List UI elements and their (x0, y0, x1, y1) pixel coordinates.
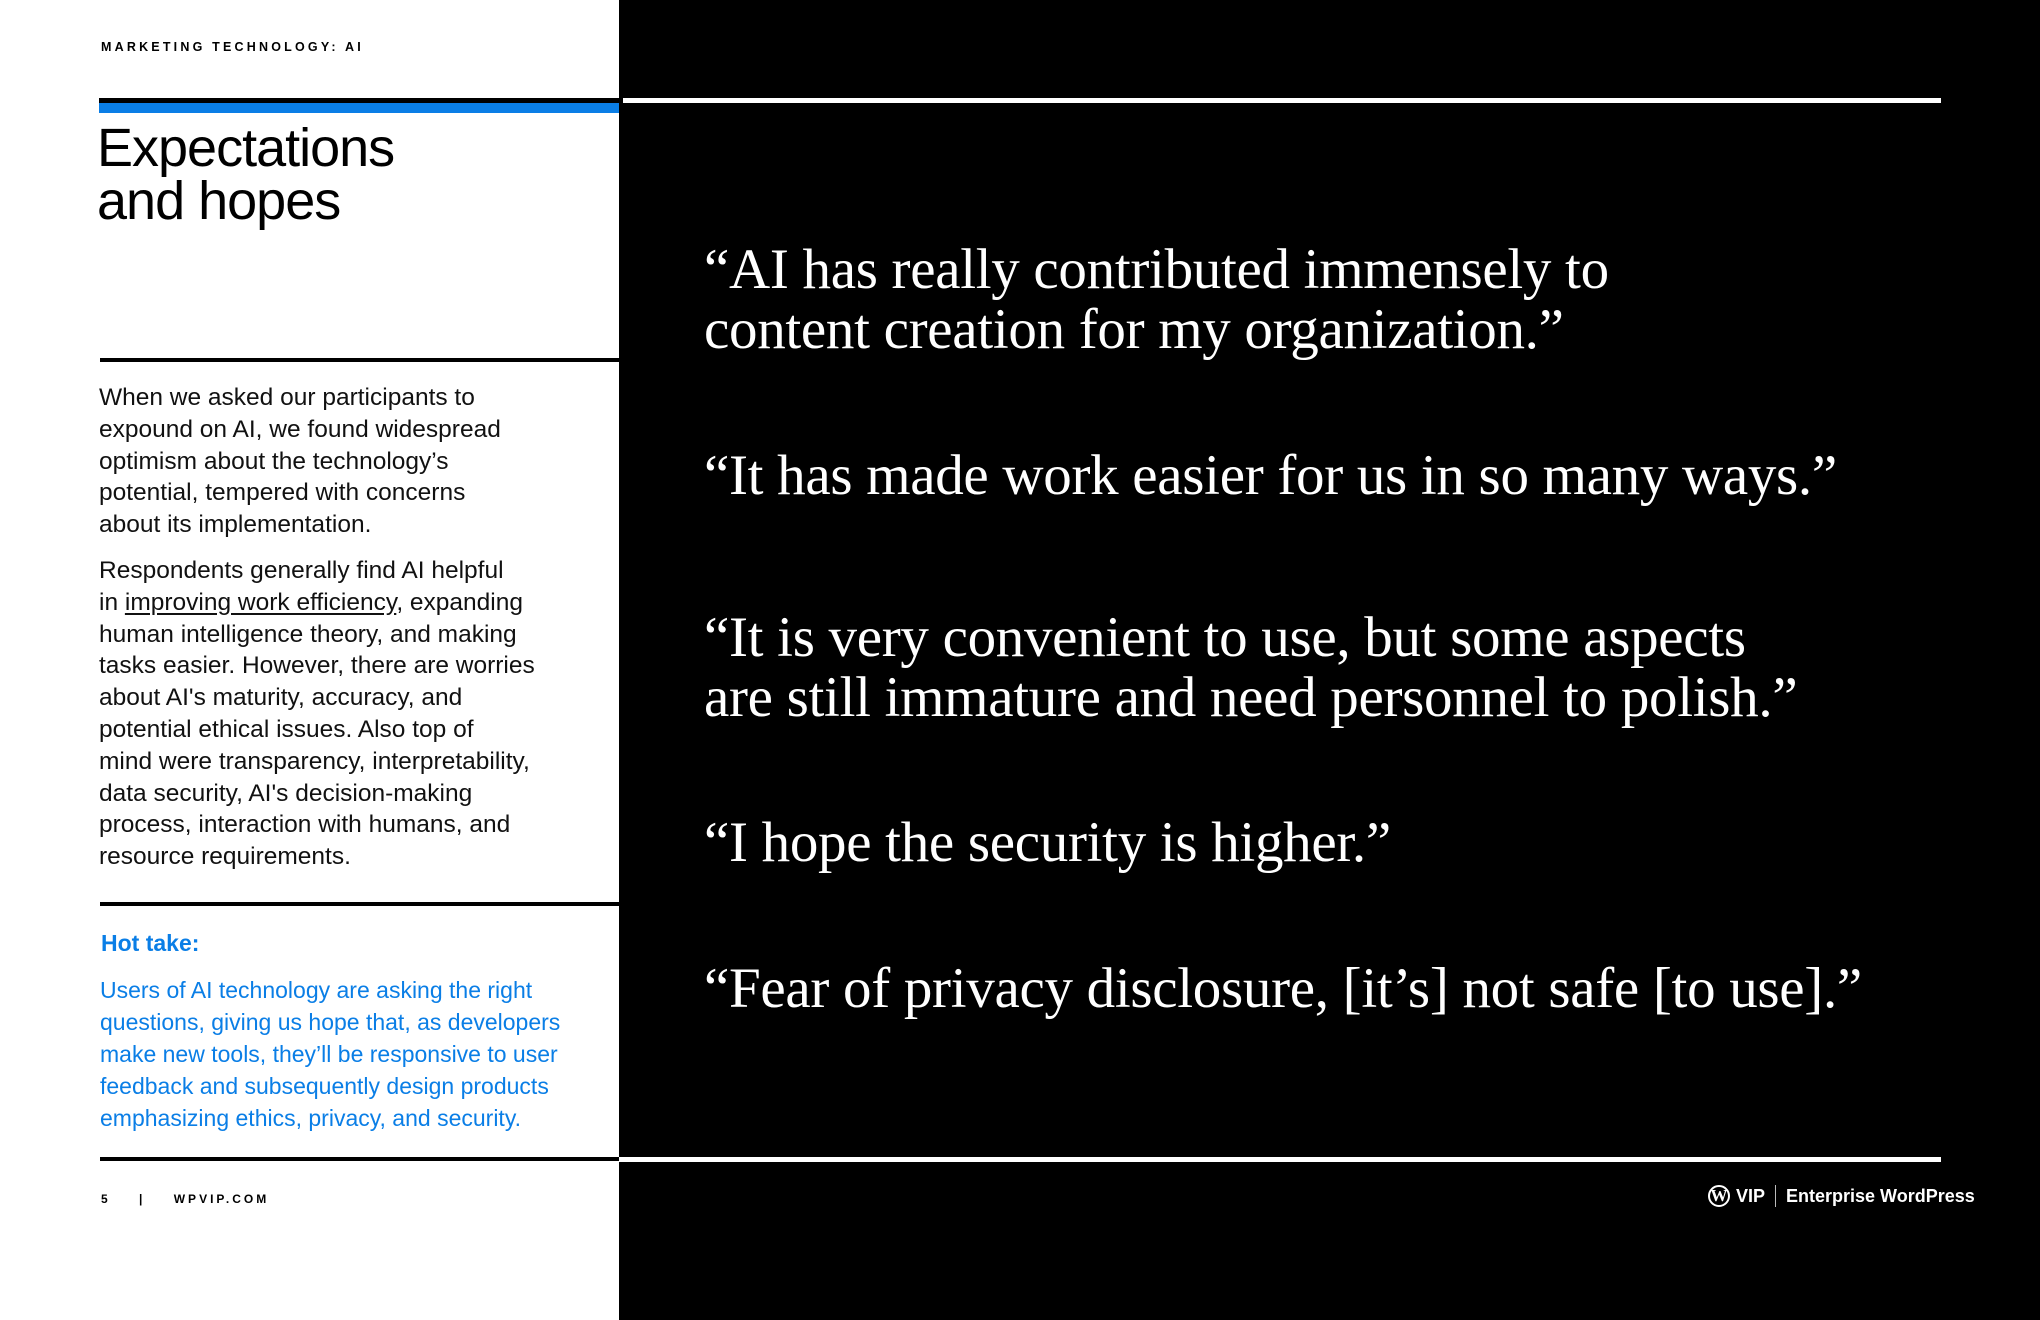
text-line: potential ethical issues. Also top of (99, 715, 474, 743)
intro-paragraph-1 (99, 382, 501, 541)
text-line: Respondents generally find AI helpful (99, 557, 504, 584)
quote-line: “AI has really contributed immensely to (704, 238, 1609, 301)
text-line: data security, AI's decision-making (99, 779, 473, 807)
quote (704, 608, 1797, 728)
text-line: make new tools, they’ll be responsive to user (100, 1041, 558, 1067)
intro-paragraph-2 (99, 555, 535, 873)
quote (704, 813, 1391, 873)
quote-line: “It has made work easier for us in so many ways.” (704, 444, 1837, 507)
wordpress-icon: W (1708, 1185, 1730, 1207)
logo-separator (1775, 1185, 1776, 1207)
text-line: optimism about the technology’s (99, 447, 449, 475)
text-span: in (99, 588, 125, 616)
text-line: emphasizing ethics, privacy, and security. (100, 1105, 521, 1131)
divider (100, 1157, 621, 1161)
page-number: 5 (101, 1192, 111, 1206)
improving-work-efficiency-link[interactable]: improving work efficiency (124, 588, 397, 616)
text-line: potential, tempered with concerns (99, 479, 466, 507)
page-title (97, 118, 395, 231)
quote (704, 240, 1609, 360)
footer-divider: | (139, 1192, 146, 1206)
hot-take-label: Hot take: (101, 930, 200, 956)
divider (100, 358, 621, 362)
text-line: process, interaction with humans, and (99, 811, 511, 839)
hot-take-text (100, 974, 560, 1134)
text-line: questions, giving us hope that, as developers (100, 1009, 561, 1035)
quote (704, 959, 1862, 1019)
page-footer (101, 1192, 269, 1206)
text-line: about its implementation. (99, 511, 372, 539)
text-line: resource requirements. (99, 843, 351, 871)
page-title-line: and hopes (97, 171, 341, 231)
quote-line: “I hope the security is higher.” (704, 811, 1391, 874)
text-line: Users of AI technology are asking the right (100, 977, 533, 1003)
text-line: When we asked our participants to (99, 384, 475, 411)
logo-text: Enterprise WordPress (1786, 1185, 1975, 1206)
text-line: about AI's maturity, accuracy, and (99, 684, 463, 712)
panel-top-rule (623, 98, 1941, 103)
text-span: , expanding (396, 588, 523, 616)
quote (704, 446, 1837, 506)
section-kicker: MARKETING TECHNOLOGY: AI (101, 40, 364, 54)
logo-vip: VIP (1736, 1185, 1766, 1206)
page-title-line: Expectations (97, 118, 395, 178)
accent-bar (99, 103, 621, 113)
panel-bottom-rule (619, 1157, 1941, 1162)
text-line: human intelligence theory, and making (99, 620, 517, 648)
wpvip-logo (1708, 1185, 1975, 1207)
quote-line: “It is very convenient to use, but some aspects (704, 606, 1746, 669)
quote-line: content creation for my organization.” (704, 298, 1564, 361)
quote-line: are still immature and need personnel to polish.” (704, 666, 1798, 729)
divider (100, 902, 621, 906)
text-line: mind were transparency, interpretability, (99, 747, 530, 775)
text-line: expound on AI, we found widespread (99, 415, 501, 443)
text-line: feedback and subsequently design products (100, 1073, 549, 1099)
text-line (99, 587, 535, 619)
text-line: tasks easier. However, there are worries (99, 652, 535, 680)
site-link[interactable]: WPVIP.COM (173, 1192, 270, 1206)
quote-line: “Fear of privacy disclosure, [it’s] not safe [to use].” (704, 957, 1862, 1020)
